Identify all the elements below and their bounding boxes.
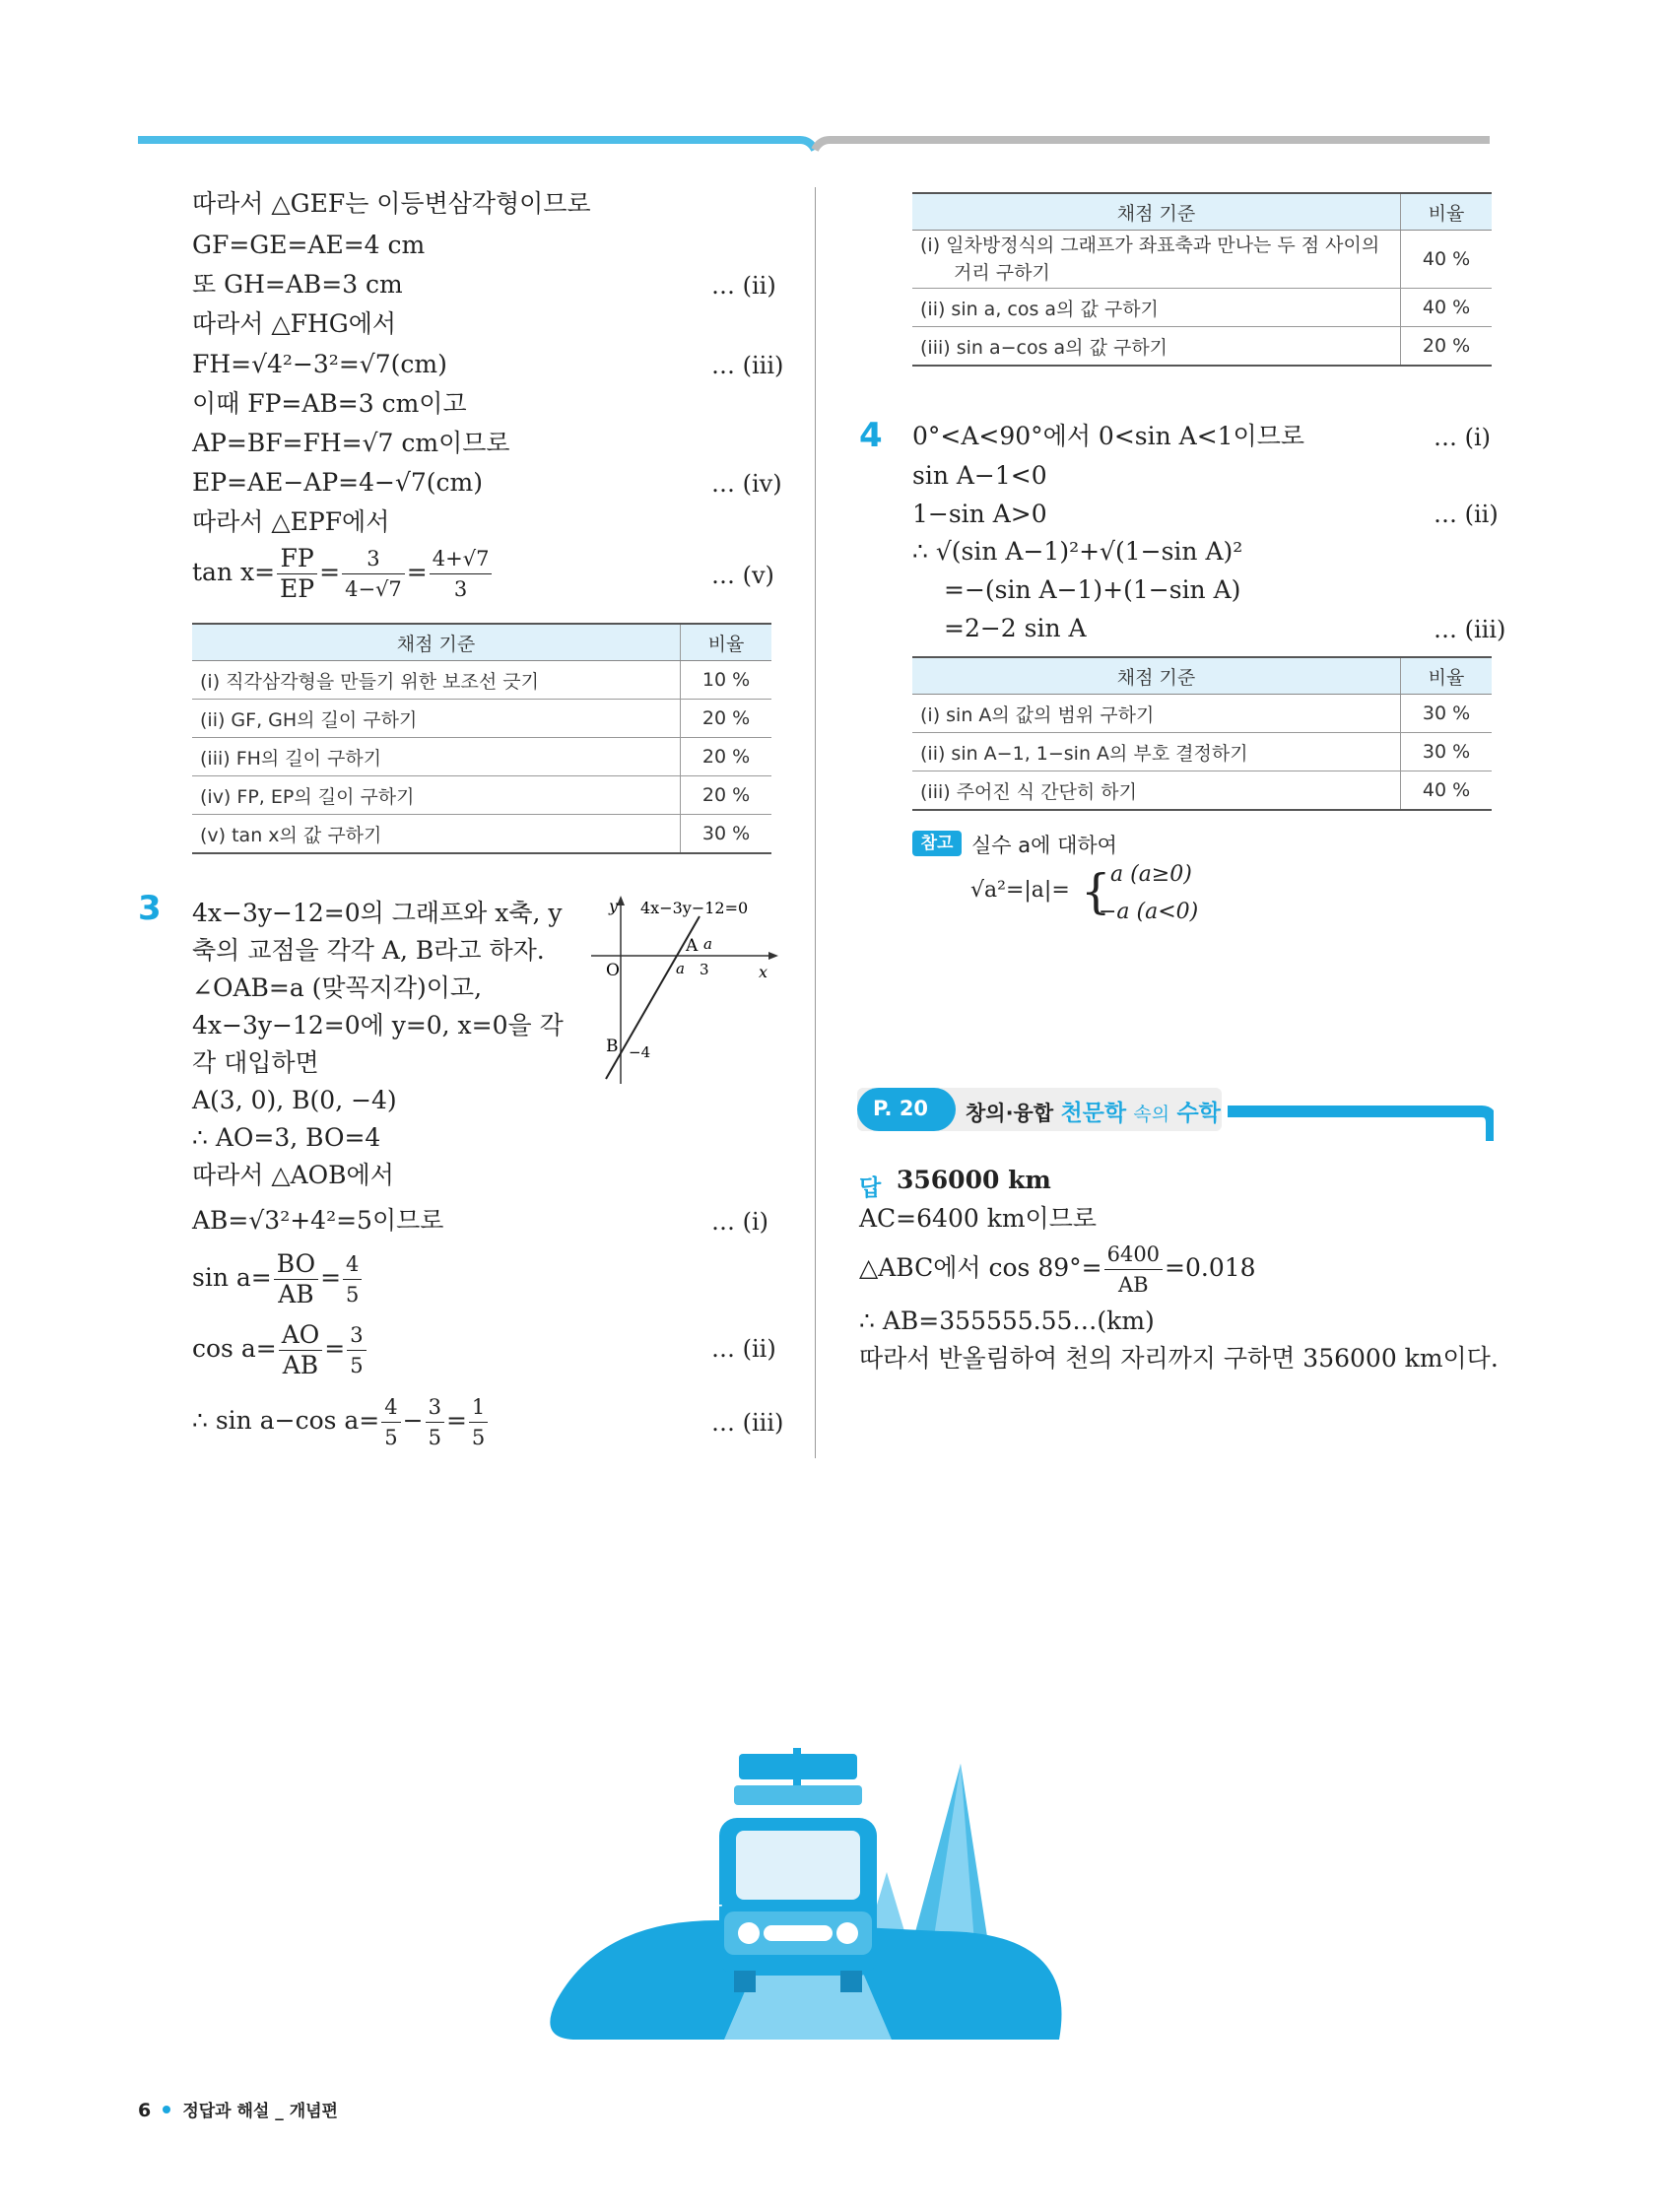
text-line: 각 대입하면 — [192, 1048, 319, 1077]
fraction: $\frac{6400}{AB}$ — [1104, 1240, 1163, 1300]
top-header-line — [0, 0, 1668, 168]
text-line: ∴ √(sin A−1)²+√(1−sin A)² — [912, 537, 1243, 566]
problem-number: 4 — [859, 416, 883, 455]
fraction: $\frac{3}{5}$ — [426, 1392, 444, 1452]
y-label: y — [609, 897, 619, 915]
footer — [138, 2097, 338, 2121]
page-number: 6 — [138, 2100, 152, 2121]
banner-title: 창의·융합 천문학 속의 수학 — [966, 1101, 1221, 1126]
cos-formula: cos a= $\frac{AO}{AB}$ = $\frac{3}{5}$ — [192, 1320, 368, 1380]
text-line: 따라서 △GEF는 이등변삼각형이므로 — [192, 189, 591, 218]
problem-number: 3 — [138, 889, 162, 928]
fraction: $\frac{BO}{AB}$ — [274, 1249, 318, 1309]
answer-label: 답 — [859, 1175, 882, 1201]
origin-label: O — [606, 961, 620, 980]
footer-dot-icon — [163, 2106, 170, 2113]
table-row: (i) 일차방정식의 그래프가 좌표축과 만나는 두 점 사이의 거리 구하기 40 % — [912, 231, 1492, 289]
tan-prefix: tan x= — [192, 558, 276, 586]
text-line: ∴ AB=355555.55…(km) — [859, 1307, 1155, 1335]
text-line: AC=6400 km이므로 — [859, 1204, 1098, 1233]
text-line: 따라서 반올림하여 천의 자리까지 구하면 356000 km이다. — [859, 1344, 1499, 1373]
step-tag: … (iii) — [711, 1409, 784, 1437]
step-tag: … (i) — [1434, 424, 1492, 451]
text-line: 이때 FP=AB=3 cm이고 — [192, 389, 467, 418]
sin-formula: sin a= $\frac{BO}{AB}$ = $\frac{4}{5}$ — [192, 1249, 364, 1309]
banner-page: P. 20 — [873, 1097, 929, 1120]
svg-text:+ +: + + — [685, 1893, 724, 1916]
text-line: 따라서 △AOB에서 — [192, 1161, 394, 1189]
table-row: (ii) GF, GH의 길이 구하기 20 % — [192, 700, 771, 738]
step-tag: … (i) — [711, 1208, 769, 1236]
x-label: x — [759, 963, 768, 981]
step-tag: … (v) — [711, 562, 774, 589]
angle-label: a — [676, 960, 685, 977]
step-tag: … (iv) — [711, 470, 782, 498]
text-line: =2−2 sin A — [944, 614, 1087, 642]
equation-label: 4x−3y−12=0 — [640, 899, 749, 917]
fraction: $\frac{FP}{EP}$ — [277, 544, 317, 604]
fraction: $\frac{AO}{AB}$ — [279, 1320, 323, 1380]
table-row: (i) 직각삼각형을 만들기 위한 보조선 긋기 10 % — [192, 661, 771, 700]
fraction: $\frac{4}{5}$ — [381, 1392, 400, 1452]
text-line: AP=BF=FH=√7 cm이므로 — [192, 429, 510, 457]
table-row: (i) sin A의 값의 범위 구하기 30 % — [912, 695, 1492, 733]
text-line: 4x−3y−12=0의 그래프와 x축, y — [192, 899, 563, 927]
fraction: $\frac{4}{5}$ — [343, 1249, 362, 1309]
point-b-label: B — [606, 1037, 619, 1056]
text-line: EP=AE−AP=4−√7(cm) — [192, 468, 483, 497]
text-line: 또 GH=AB=3 cm — [192, 270, 403, 299]
fraction: $\frac{3}{4-√7}$ — [342, 544, 405, 604]
text-line: GF=GE=AE=4 cm — [192, 231, 426, 259]
tick-minus4-label: −4 — [629, 1043, 651, 1061]
cos-formula: △ABC에서 cos 89°= $\frac{6400}{AB}$ =0.018 — [859, 1240, 1256, 1300]
step-tag: … (iii) — [711, 352, 784, 379]
column-divider — [815, 187, 816, 1458]
diff-formula: ∴ sin a−cos a= $\frac{4}{5}$ − $\frac{3}{5}$ = $\frac{1}{5}$ — [192, 1392, 490, 1452]
text-line: FH=√4²−3²=√7(cm) — [192, 350, 447, 378]
text-line: A(3, 0), B(0, −4) — [192, 1086, 397, 1114]
step-tag: … (ii) — [711, 1335, 776, 1363]
fraction: $\frac{1}{5}$ — [469, 1392, 488, 1452]
note-badge: 참고 — [912, 831, 962, 856]
table-row: (ii) sin A−1, 1−sin A의 부호 결정하기 30 % — [912, 733, 1492, 771]
text-line: 따라서 △EPF에서 — [192, 507, 390, 536]
table-row: (iii) 주어진 식 간단히 하기 40 % — [912, 771, 1492, 811]
point-a-label: A — [686, 936, 699, 956]
table-row: (iii) FH의 길이 구하기 20 % — [192, 738, 771, 776]
tan-formula: tan x= $\frac{FP}{EP}$ = $\frac{3}{4-√7}$ = $\frac{4+√7}{3}$ — [192, 544, 494, 604]
text-line: 4x−3y−12=0에 y=0, x=0을 각 — [192, 1011, 564, 1039]
text-line: ∠OAB=a (맞꼭지각)이고, — [192, 973, 483, 1002]
tick-3-label: 3 — [700, 961, 709, 978]
angle-label: a — [703, 935, 712, 953]
fraction: $\frac{3}{5}$ — [347, 1320, 366, 1380]
answer-value: 356000 km — [897, 1166, 1051, 1194]
text-line: 축의 교점을 각각 A, B라고 하자. — [192, 936, 545, 965]
grading-table: 채점 기준 비율 (i) sin A의 값의 범위 구하기 30 % (ii) sin A−1, 1−sin A의 부호 결정하기 30 % (iii) 주어진 식 간단히 하기 40 % — [912, 656, 1492, 811]
table-row: (v) tan x의 값 구하기 30 % — [192, 815, 771, 854]
footer-title: 정답과 해설 _ 개념편 — [182, 2102, 338, 2121]
text-line: 0°<A<90°에서 0<sin A<1이므로 — [912, 422, 1304, 450]
table-row: (iv) FP, EP의 길이 구하기 20 % — [192, 776, 771, 815]
grading-table: 채점 기준 비율 (i) 직각삼각형을 만들기 위한 보조선 긋기 10 % (ii) GF, GH의 길이 구하기 20 % (iii) FH의 길이 구하기 20 % (iv) FP, EP의 길이 구하기 20 % (v) tan x의 값 구하기 30 % — [192, 623, 771, 854]
text-line: =−(sin A−1)+(1−sin A) — [944, 575, 1241, 604]
grading-table: 채점 기준 비율 (i) 일차방정식의 그래프가 좌표축과 만나는 두 점 사이의 거리 구하기 40 % (ii) sin a, cos a의 값 구하기 40 % (iii) sin a−cos a의 값 구하기 20 % — [912, 192, 1492, 367]
table-row: (iii) sin a−cos a의 값 구하기 20 % — [912, 327, 1492, 367]
step-tag: … (ii) — [711, 272, 776, 300]
fraction: $\frac{4+√7}{3}$ — [430, 544, 493, 604]
text-line: AB=√3²+4²=5이므로 — [192, 1206, 444, 1235]
text-line: 따라서 △FHG에서 — [192, 309, 397, 338]
step-tag: … (iii) — [1434, 616, 1506, 643]
car-illustration — [547, 1744, 1099, 2040]
text-line: sin A−1<0 — [912, 461, 1047, 490]
text-line: ∴ AO=3, BO=4 — [192, 1123, 381, 1152]
line-graph — [591, 892, 788, 1089]
text-line: 1−sin A>0 — [912, 500, 1047, 528]
note-title: 실수 a에 대하여 — [971, 834, 1117, 857]
step-tag: … (ii) — [1434, 501, 1499, 528]
table-row: (ii) sin a, cos a의 값 구하기 40 % — [912, 289, 1492, 327]
